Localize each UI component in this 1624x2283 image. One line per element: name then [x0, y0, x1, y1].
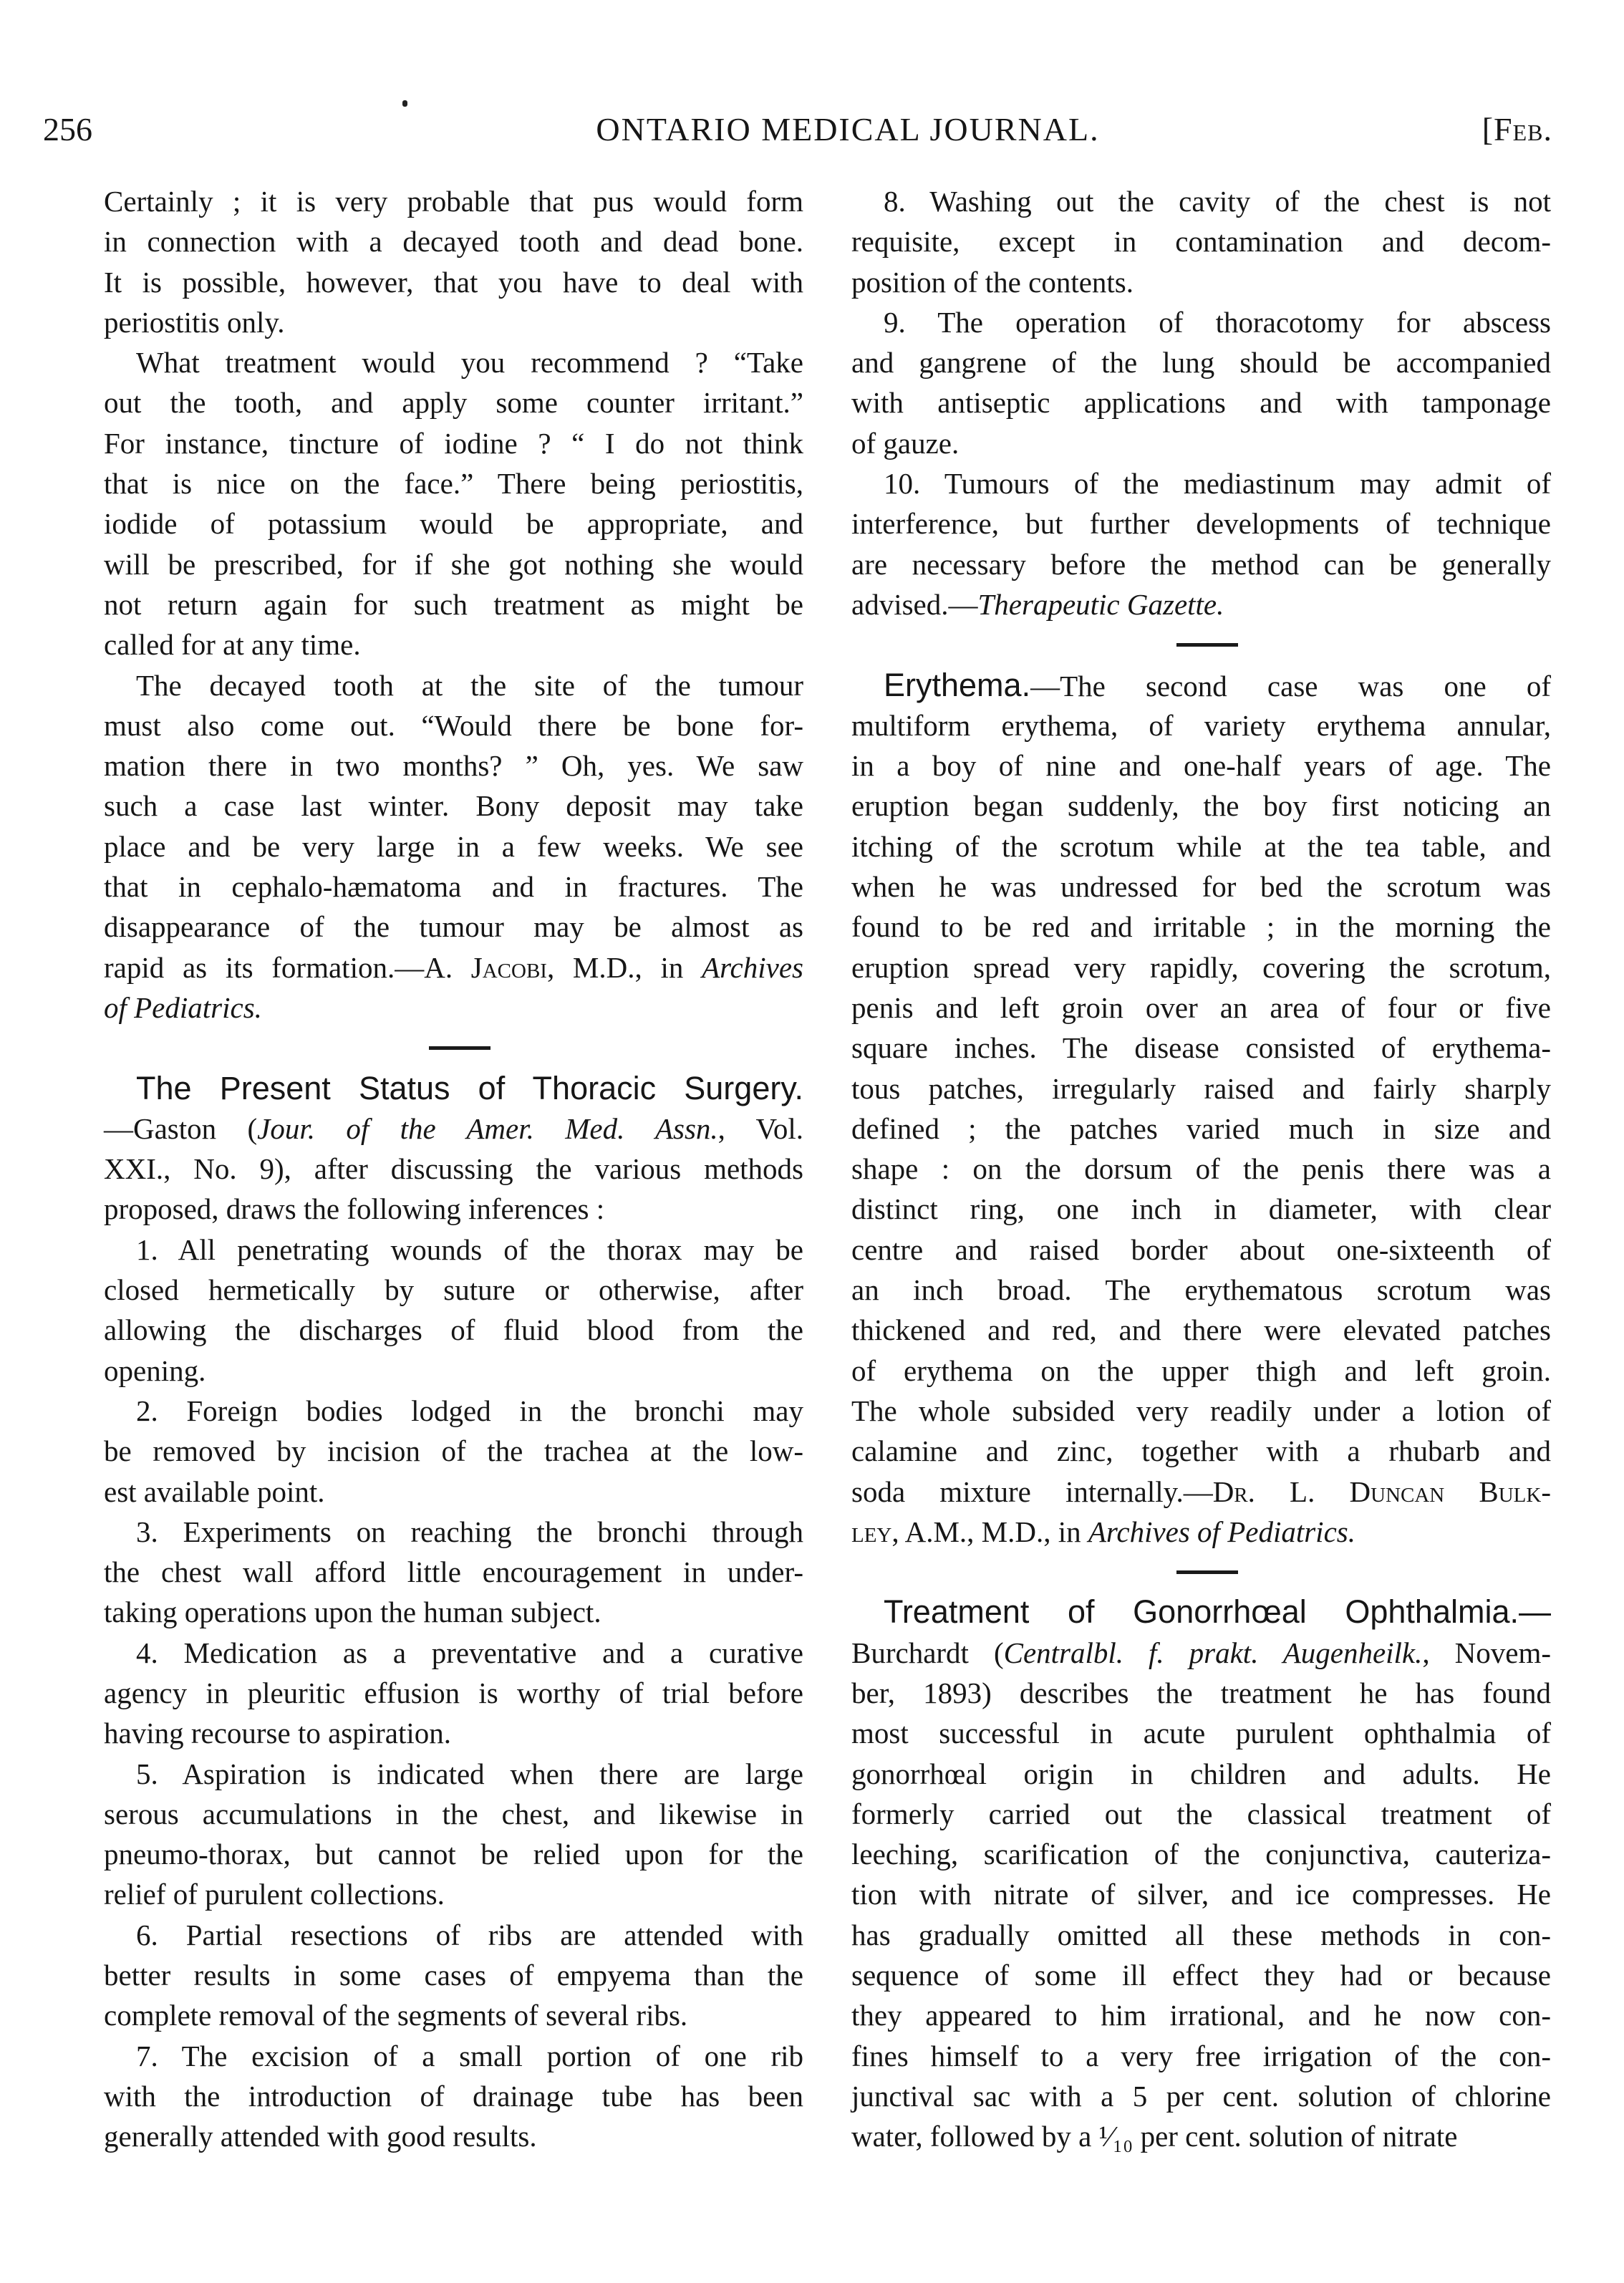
text-line [104, 1109, 803, 1149]
paragraph [104, 1754, 803, 1915]
text-line: when he was undressed for bed the scrotum was [851, 870, 1551, 904]
right-column [851, 181, 1551, 2157]
text-line [851, 665, 1551, 705]
paragraph [104, 1391, 803, 1512]
text-line [851, 1633, 1551, 1673]
paragraph [851, 1592, 1551, 2156]
text-line: For instance, tincture of iodine ? “ I do not think [104, 426, 803, 460]
text-line: has gradually omitted all these methods in con- [851, 1918, 1551, 1951]
text-line: 3. Experiments on reaching the bronchi through [136, 1515, 803, 1548]
text-span: soda mixture internally.— [851, 1474, 1213, 1508]
text-line: out the tooth, and apply some counter irritant.” [104, 386, 803, 420]
text-line: in a boy of nine and one-half years of age. The [851, 749, 1551, 783]
text-line: having recourse to aspiration. [104, 1717, 452, 1750]
text-line: proposed, draws the following inferences : [104, 1192, 605, 1226]
paragraph [104, 1230, 803, 1391]
text-line: fines himself to a very free irrigation of the con- [851, 2039, 1551, 2072]
text-line: 10. Tumours of the mediastinum may admit of [884, 467, 1551, 501]
paragraph [851, 302, 1551, 463]
text-line: sequence of some ill effect they had or because [851, 1959, 1551, 1992]
text-line: 6. Partial resections of ribs are attended with [136, 1918, 803, 1951]
text-line: water, followed by a ¹⁄₁₀ per cent. solution of nitrate [851, 2120, 1458, 2153]
text-span: Burchardt ( [851, 1636, 1004, 1669]
text-line: taking operations upon the human subject. [104, 1596, 601, 1629]
text-line: It is possible, however, that you have to deal with [104, 265, 803, 299]
text-line: allowing the discharges of fluid blood from the [104, 1313, 803, 1347]
text-line: defined ; the patches varied much in size and [851, 1111, 1551, 1145]
text-line: better results in some cases of empyema than the [104, 1959, 803, 1992]
paragraph [851, 665, 1551, 1553]
text-line: formerly carried out the classical treatment of [851, 1797, 1551, 1830]
text-line: such a case last winter. Bony deposit may take [104, 789, 803, 823]
text-span: , Vol. [717, 1111, 803, 1145]
text-line: serous accumulations in the chest, and likewise in [104, 1797, 803, 1830]
left-column [104, 181, 803, 2157]
text-line: 5. Aspiration is indicated when there are large [136, 1757, 803, 1790]
text-line: ber, 1893) describes the treatment he has found [851, 1676, 1551, 1709]
text-line: 7. The excision of a small portion of one rib [136, 2039, 803, 2072]
text-line: centre and raised border about one-sixteenth of [851, 1232, 1551, 1266]
text-line: penis and left groin over an area of four or five [851, 990, 1551, 1024]
text-line: disappearance of the tumour may be almost as [104, 910, 803, 944]
paragraph [104, 181, 803, 342]
text-line: multiform erythema, of variety erythema annular, [851, 708, 1551, 742]
text-line [851, 584, 1551, 624]
text-line: 8. Washing out the cavity of the chest is not [884, 185, 1551, 218]
text-line: 4. Medication as a preventative and a curative [136, 1636, 803, 1669]
text-line: periostitis only. [104, 305, 285, 339]
text-line: closed hermetically by suture or otherwise, after [104, 1273, 803, 1307]
text-line: will be prescribed, for if she got nothing she would [104, 547, 803, 581]
section-divider-rule [104, 1028, 803, 1068]
text-line: What treatment would you recommend ? “Take [136, 346, 803, 380]
text-line: mation there in two months? ” Oh, yes. We saw [104, 749, 803, 783]
italic-citation: Centralbl. f. prakt. Augenheilk. [1003, 1636, 1423, 1669]
text-line: most successful in acute purulent ophthalmia of [851, 1717, 1551, 1750]
author-name: Dr. L. Duncan Bulk- [1212, 1474, 1551, 1508]
text-span: rapid as its formation.—A. [104, 950, 471, 984]
paragraph [104, 665, 803, 1028]
journal-title: ONTARIO MEDICAL JOURNAL. [596, 111, 1100, 148]
paragraph [104, 1512, 803, 1633]
text-line: The decayed tooth at the site of the tumour [136, 668, 803, 702]
italic-citation: of Pediatrics. [104, 990, 262, 1024]
italic-citation: Jour. of the Amer. Med. Assn. [257, 1111, 718, 1145]
text-line: in connection with a decayed tooth and dead bone. [104, 225, 803, 259]
section-divider-rule [851, 1552, 1551, 1592]
text-line: with the introduction of drainage tube has been [104, 2079, 803, 2113]
text-line: that is nice on the face.” There being periostitis, [104, 467, 803, 501]
text-line [104, 988, 803, 1028]
page-number: 256 [43, 111, 92, 148]
text-line: relief of purulent collections. [104, 1878, 445, 1911]
text-line: calamine and zinc, together with a rhubarb and [851, 1434, 1551, 1468]
text-line: place and be very large in a few weeks. We see [104, 829, 803, 863]
paragraph [104, 1068, 803, 1230]
article-heading: Treatment of Gonorrhœal Ophthalmia.— [884, 1593, 1551, 1631]
text-line: square inches. The disease consisted of erythema- [851, 1031, 1551, 1065]
text-span: , Novem- [1422, 1636, 1551, 1669]
text-line: itching of the scrotum while at the tea table, and [851, 829, 1551, 863]
text-line: interference, but further developments of technique [851, 507, 1551, 541]
text-line: leeching, scarification of the conjunctiva, cauteriza- [851, 1838, 1551, 1871]
paragraph [104, 2036, 803, 2157]
paragraph [104, 1633, 803, 1754]
text-line: called for at any time. [104, 628, 361, 662]
text-line: opening. [104, 1353, 206, 1387]
text-line: thickened and red, and there were elevated patches [851, 1313, 1551, 1347]
text-line: The whole subsided very readily under a lotion of [851, 1394, 1551, 1427]
text-line: of gauze. [851, 426, 960, 460]
text-line: must also come out. “Would there be bone for- [104, 708, 803, 742]
text-line: of erythema on the upper thigh and left groin. [851, 1353, 1551, 1387]
author-name: Jacobi [470, 950, 547, 984]
text-line: position of the contents. [851, 265, 1134, 299]
italic-citation: Therapeutic Gazette. [977, 587, 1224, 621]
text-line [104, 1068, 803, 1109]
text-span: advised.— [851, 587, 978, 621]
text-line: 1. All penetrating wounds of the thorax may be [136, 1232, 803, 1266]
article-heading: The Present Status of Thoracic Surgery. [136, 1069, 803, 1106]
text-line: are necessary before the method can be generally [851, 547, 1551, 581]
text-span: , M.D., in [546, 950, 702, 984]
paragraph [851, 181, 1551, 302]
text-line [104, 947, 803, 988]
text-line: est available point. [104, 1474, 325, 1508]
text-line: found to be red and irritable ; in the morning the [851, 910, 1551, 944]
text-line: agency in pleuritic effusion is worthy of trial before [104, 1676, 803, 1709]
text-line: distinct ring, one inch in diameter, with clear [851, 1192, 1551, 1226]
text-line: pneumo-thorax, but cannot be relied upon for the [104, 1838, 803, 1871]
text-span: , A.M., M.D., in [891, 1515, 1088, 1548]
text-line: that in cephalo-hæmatoma and in fractures. The [104, 870, 803, 904]
text-line: the chest wall afford little encouragement in under- [104, 1555, 803, 1589]
paragraph [104, 1915, 803, 2036]
text-line: eruption spread very rapidly, covering the scrotum, [851, 950, 1551, 984]
print-speck [402, 100, 407, 107]
text-line: an inch broad. The erythematous scrotum was [851, 1273, 1551, 1307]
text-line: 9. The operation of thoracotomy for abscess [884, 305, 1551, 339]
text-line: 2. Foreign bodies lodged in the bronchi may [136, 1394, 803, 1427]
text-line: Certainly ; it is very probable that pus would form [104, 185, 803, 218]
text-line: and gangrene of the lung should be accompanied [851, 346, 1551, 380]
text-line: generally attended with good results. [104, 2120, 537, 2153]
text-line: junctival sac with a 5 per cent. solution of chlorine [851, 2079, 1551, 2113]
text-line: complete removal of the segments of several ribs. [104, 1999, 688, 2032]
issue-month: [Feb. [1482, 111, 1552, 148]
text-line: requisite, except in contamination and decom- [851, 225, 1551, 259]
text-span: —Gaston ( [104, 1111, 258, 1145]
text-line: gonorrhœal origin in children and adults. He [851, 1757, 1551, 1790]
paragraph [104, 342, 803, 665]
text-line: tous patches, irregularly raised and fairly sharply [851, 1071, 1551, 1105]
text-line: with antiseptic applications and with tamponage [851, 386, 1551, 420]
text-line: not return again for such treatment as might be [104, 587, 803, 621]
section-divider-rule [851, 624, 1551, 665]
text-line: shape : on the dorsum of the penis there was a [851, 1152, 1551, 1186]
text-line: XXI., No. 9), after discussing the various methods [104, 1152, 803, 1186]
text-line [851, 1472, 1551, 1512]
italic-citation: Archives [702, 950, 803, 984]
text-line: be removed by incision of the trachea at the low- [104, 1434, 803, 1468]
author-name: ley [851, 1515, 892, 1548]
text-line: eruption began suddenly, the boy first noticing an [851, 789, 1551, 823]
text-line: they appeared to him irrational, and he now con- [851, 1999, 1551, 2032]
italic-citation: Archives of Pediatrics. [1088, 1515, 1355, 1548]
text-line [851, 1512, 1551, 1552]
text-line [851, 1592, 1551, 1632]
paragraph [851, 463, 1551, 624]
text-line: iodide of potassium would be appropriate, and [104, 507, 803, 541]
text-line: tion with nitrate of silver, and ice compresses. He [851, 1878, 1551, 1911]
article-heading: Erythema. [884, 666, 1031, 703]
text-span: —The second case was one of [1030, 669, 1551, 703]
